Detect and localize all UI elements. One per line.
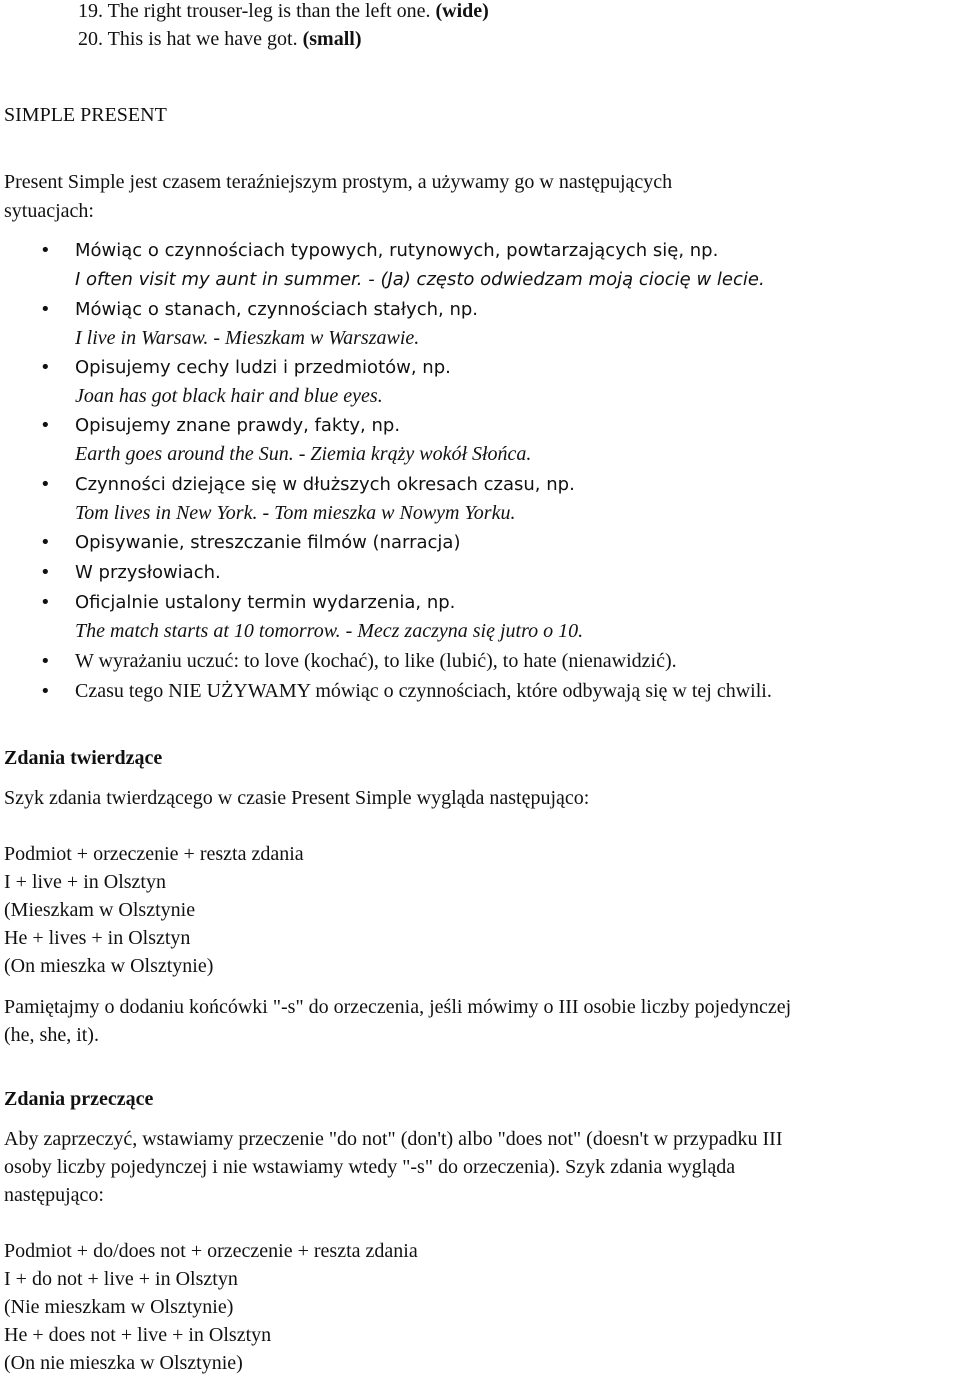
list-item-example: Earth goes around the Sun. - Ziemia krąży wokół Słońca. bbox=[75, 443, 532, 465]
list-item: Opisujemy znane prawdy, fakty, np. bbox=[75, 415, 401, 436]
negative-description-3: następująco: bbox=[4, 1184, 104, 1206]
list-item: Czynności dziejące się w dłuższych okresach czasu, np. bbox=[75, 474, 575, 495]
list-item: Mówiąc o stanach, czynnościach stałych, np. bbox=[75, 299, 478, 320]
bullet-icon: • bbox=[40, 474, 51, 495]
bullet-icon: • bbox=[40, 415, 51, 436]
bullet-icon: • bbox=[40, 592, 51, 613]
formula-line: (Mieszkam w Olsztynie bbox=[4, 899, 196, 921]
list-item: Czasu tego NIE UŻYWAMY mówiąc o czynnościach, które odbywają się w tej chwili. bbox=[75, 680, 772, 702]
bullet-icon: • bbox=[40, 681, 51, 702]
list-item: Opisujemy cechy ludzi i przedmiotów, np. bbox=[75, 357, 451, 378]
list-item: Opisywanie, streszczanie filmów (narracja) bbox=[75, 532, 461, 553]
bullet-icon: • bbox=[40, 562, 51, 583]
list-item-example: I often visit my aunt in summer. - (Ja) często odwiedzam moją ciocię w lecie. bbox=[75, 269, 765, 290]
bullet-icon: • bbox=[40, 532, 51, 553]
list-item-example: Joan has got black hair and blue eyes. bbox=[75, 385, 383, 407]
bullet-icon: • bbox=[40, 240, 51, 261]
exercise-20: 20. This is hat we have got. (small) bbox=[78, 28, 362, 50]
affirmative-description: Szyk zdania twierdzącego w czasie Present Simple wygląda następująco: bbox=[4, 787, 590, 809]
list-item: W przysłowiach. bbox=[75, 562, 221, 583]
bullet-icon: • bbox=[40, 357, 51, 378]
intro-line-1: Present Simple jest czasem teraźniejszym prostym, a używamy go w następujących bbox=[4, 171, 673, 193]
negative-heading: Zdania przeczące bbox=[4, 1088, 154, 1110]
exercise-19: 19. The right trouser-leg is than the left one. (wide) bbox=[78, 0, 489, 22]
list-item: Oficjalnie ustalony termin wydarzenia, np. bbox=[75, 592, 456, 613]
formula-line: (Nie mieszkam w Olsztynie) bbox=[4, 1296, 234, 1318]
formula-line: He + lives + in Olsztyn bbox=[4, 927, 191, 949]
list-item-example: The match starts at 10 tomorrow. - Mecz zaczyna się jutro o 10. bbox=[75, 620, 584, 642]
note-line-2: (he, she, it). bbox=[4, 1024, 99, 1046]
formula-line: I + do not + live + in Olsztyn bbox=[4, 1268, 238, 1290]
list-item: W wyrażaniu uczuć: to love (kochać), to like (lubić), to hate (nienawidzić). bbox=[75, 650, 677, 672]
note-line-1: Pamiętajmy o dodaniu końcówki "-s" do orzeczenia, jeśli mówimy o III osobie liczby pojedynczej bbox=[4, 996, 792, 1018]
formula-line: (On nie mieszka w Olsztynie) bbox=[4, 1352, 243, 1374]
list-item-example: I live in Warsaw. - Mieszkam w Warszawie. bbox=[75, 327, 420, 349]
formula-line: He + does not + live + in Olsztyn bbox=[4, 1324, 272, 1346]
formula-line: Podmiot + orzeczenie + reszta zdania bbox=[4, 843, 304, 865]
bullet-icon: • bbox=[40, 299, 51, 320]
intro-line-2: sytuacjach: bbox=[4, 200, 94, 222]
list-item: Mówiąc o czynnościach typowych, rutynowych, powtarzających się, np. bbox=[75, 240, 719, 261]
negative-description-1: Aby zaprzeczyć, wstawiamy przeczenie "do not" (don't) albo "does not" (doesn't w przypadku III bbox=[4, 1128, 783, 1150]
formula-line: (On mieszka w Olsztynie) bbox=[4, 955, 214, 977]
formula-line: Podmiot + do/does not + orzeczenie + reszta zdania bbox=[4, 1240, 418, 1262]
section-heading: SIMPLE PRESENT bbox=[4, 104, 167, 126]
formula-line: I + live + in Olsztyn bbox=[4, 871, 166, 893]
bullet-icon: • bbox=[40, 651, 51, 672]
affirmative-heading: Zdania twierdzące bbox=[4, 747, 163, 769]
negative-description-2: osoby liczby pojedynczej i nie wstawiamy wtedy "-s" do orzeczenia). Szyk zdania wygląda bbox=[4, 1156, 736, 1178]
list-item-example: Tom lives in New York. - Tom mieszka w Nowym Yorku. bbox=[75, 502, 516, 524]
